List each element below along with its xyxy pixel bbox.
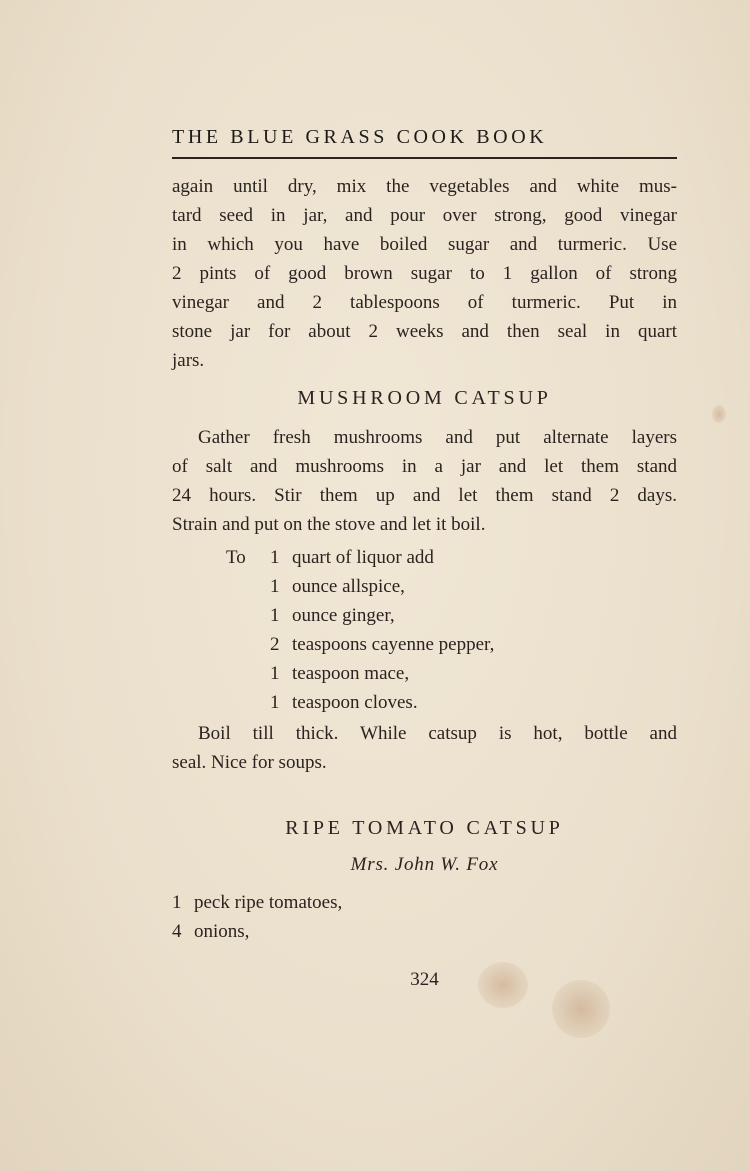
list-item — [226, 630, 494, 659]
text-line: of salt and mushrooms in a jar and let them stand — [172, 456, 677, 477]
text-line: jars. — [172, 350, 205, 371]
list-item — [226, 601, 494, 630]
ingredient-item: ounce allspice, — [292, 576, 405, 597]
text-line: Gather fresh mushrooms and put alternate layers — [198, 427, 677, 448]
text-line: 2 pints of good brown sugar to 1 gallon of strong — [172, 263, 677, 284]
list-item — [226, 688, 494, 717]
tomato-ingredient-list — [172, 888, 342, 946]
text-line: again until dry, mix the vegetables and white mus- — [172, 176, 677, 197]
running-header: THE BLUE GRASS COOK BOOK — [172, 126, 548, 148]
list-item — [172, 917, 342, 946]
mushroom-intro-paragraph — [172, 423, 677, 539]
text-line: Boil till thick. While catsup is hot, bottle and — [198, 723, 677, 744]
ingredient-item: quart of liquor add — [292, 547, 434, 568]
ingredient-item: ounce ginger, — [292, 605, 395, 626]
section-title-mushroom-catsup: MUSHROOM CATSUP — [297, 387, 552, 409]
paper-stain — [552, 980, 610, 1038]
ingredient-qty: 1 — [270, 663, 280, 684]
text-line: stone jar for about 2 weeks and then seal in quart — [172, 321, 677, 342]
ingredient-item: teaspoon cloves. — [292, 692, 418, 713]
section-title-ripe-tomato-catsup: RIPE TOMATO CATSUP — [285, 817, 564, 839]
ingredient-qty: 1 — [270, 605, 280, 626]
text-line: Strain and put on the stove and let it boil. — [172, 514, 486, 535]
ingredient-qty: 1 — [172, 892, 182, 913]
text-line: tard seed in jar, and pour over strong, good vinegar — [172, 205, 677, 226]
list-item — [226, 659, 494, 688]
text-line: in which you have boiled sugar and turmeric. Use — [172, 234, 677, 255]
ingredient-item: peck ripe tomatoes, — [194, 892, 343, 913]
header-rule — [172, 157, 677, 159]
ingredient-item: teaspoon mace, — [292, 663, 410, 684]
ingredient-qty: 1 — [270, 576, 280, 597]
text-line: seal. Nice for soups. — [172, 752, 327, 773]
list-item — [172, 888, 342, 917]
list-item — [226, 572, 494, 601]
continuation-paragraph — [172, 172, 677, 375]
list-item — [226, 543, 494, 572]
ingredient-lead: To — [226, 547, 246, 568]
text-line: 24 hours. Stir them up and let them stand 2 days. — [172, 485, 677, 506]
ingredient-qty: 1 — [270, 692, 280, 713]
ingredient-item: onions, — [194, 921, 250, 942]
page-number: 324 — [410, 969, 439, 990]
paper-stain — [478, 962, 528, 1008]
ingredient-qty: 1 — [270, 547, 280, 568]
recipe-byline: Mrs. John W. Fox — [350, 854, 499, 875]
paper-stain — [712, 405, 726, 423]
ingredient-qty: 2 — [270, 634, 280, 655]
mushroom-ingredient-list — [226, 543, 494, 717]
ingredient-item: teaspoons cayenne pepper, — [292, 634, 495, 655]
mushroom-closing-paragraph — [172, 719, 677, 777]
text-line: vinegar and 2 tablespoons of turmeric. Put in — [172, 292, 677, 313]
ingredient-qty: 4 — [172, 921, 182, 942]
